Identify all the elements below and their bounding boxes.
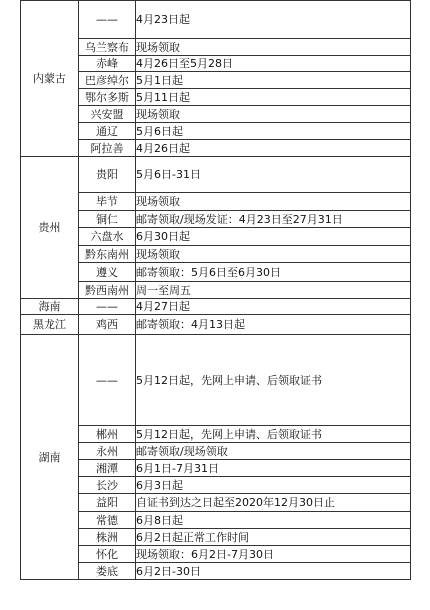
- detail-cell: 6月2日起正常工作时间: [136, 529, 411, 546]
- detail-cell: 现场领取: [136, 106, 411, 123]
- table-row: [21, 529, 411, 546]
- table-row: [21, 299, 411, 315]
- detail-cell: 邮寄领取：4月13日起: [136, 315, 411, 335]
- city-cell: 兴安盟: [79, 106, 136, 123]
- detail-cell: 6月2日-30日: [136, 563, 411, 580]
- detail-cell: 现场领取：6月2日-7月30日: [136, 546, 411, 563]
- city-cell: ——: [79, 299, 136, 315]
- table-row: [21, 263, 411, 282]
- table-row: [21, 563, 411, 580]
- detail-cell: 6月8日起: [136, 512, 411, 529]
- city-cell: 益阳: [79, 494, 136, 512]
- city-cell: 铜仁: [79, 211, 136, 228]
- table-row: [21, 494, 411, 512]
- detail-cell: 周一至周五: [136, 282, 411, 299]
- city-cell: 乌兰察布: [79, 39, 136, 56]
- city-cell: ——: [79, 1, 136, 39]
- table-row: [21, 443, 411, 460]
- table-row: [21, 512, 411, 529]
- page-bottom-margin: [0, 588, 430, 610]
- detail-cell: 5月6日-31日: [136, 157, 411, 193]
- province-cell: 湖南: [21, 335, 79, 580]
- table-row: [21, 335, 411, 426]
- detail-cell: 4月26日至5月28日: [136, 56, 411, 72]
- city-cell: 巴彦绰尔: [79, 72, 136, 89]
- city-cell: 黔西南州: [79, 282, 136, 299]
- city-cell: 毕节: [79, 193, 136, 211]
- table-row: [21, 106, 411, 123]
- table-row: [21, 56, 411, 72]
- city-cell: 湘潭: [79, 460, 136, 477]
- detail-cell: 6月3日起: [136, 477, 411, 494]
- table-row: [21, 315, 411, 335]
- city-cell: 鄂尔多斯: [79, 89, 136, 106]
- table-row: [21, 282, 411, 299]
- detail-cell: 现场领取: [136, 39, 411, 56]
- table-row: [21, 426, 411, 443]
- city-cell: 通辽: [79, 123, 136, 140]
- table-row: [21, 123, 411, 140]
- detail-cell: 6月30日起: [136, 228, 411, 246]
- table-row: [21, 140, 411, 157]
- table-row: [21, 39, 411, 56]
- table-row: [21, 89, 411, 106]
- city-cell: 常德: [79, 512, 136, 529]
- city-cell: 贵阳: [79, 157, 136, 193]
- table-row: [21, 546, 411, 563]
- city-cell: 六盘水: [79, 228, 136, 246]
- detail-cell: 5月11日起: [136, 89, 411, 106]
- city-cell: 黔东南州: [79, 246, 136, 263]
- detail-cell: 5月1日起: [136, 72, 411, 89]
- city-cell: 阿拉善: [79, 140, 136, 157]
- detail-cell: 邮寄领取：5月6日至6月30日: [136, 263, 411, 282]
- table-row: [21, 211, 411, 228]
- detail-cell: 现场领取: [136, 193, 411, 211]
- detail-cell: 5月12日起，先网上申请、后领取证书: [136, 335, 411, 426]
- certificate-collection-table: [20, 0, 411, 580]
- city-cell: 株洲: [79, 529, 136, 546]
- detail-cell: 邮寄领取/现场发证：4月23日至27月31日: [136, 211, 411, 228]
- province-cell: 黑龙江: [21, 315, 79, 335]
- city-cell: 娄底: [79, 563, 136, 580]
- table-row: [21, 157, 411, 193]
- province-cell: 贵州: [21, 157, 79, 299]
- detail-cell: 5月6日起: [136, 123, 411, 140]
- table-row: [21, 477, 411, 494]
- city-cell: 遵义: [79, 263, 136, 282]
- table-row: [21, 228, 411, 246]
- table-row: [21, 193, 411, 211]
- detail-cell: 4月23日起: [136, 1, 411, 39]
- detail-cell: 4月26日起: [136, 140, 411, 157]
- detail-cell: 6月1日-7月31日: [136, 460, 411, 477]
- detail-cell: 5月12日起，先网上申请、后领取证书: [136, 426, 411, 443]
- city-cell: ——: [79, 335, 136, 426]
- table-row: [21, 460, 411, 477]
- detail-cell: 现场领取: [136, 246, 411, 263]
- province-cell: 海南: [21, 299, 79, 315]
- detail-cell: 邮寄领取/现场领取: [136, 443, 411, 460]
- table-row: [21, 246, 411, 263]
- city-cell: 鸡西: [79, 315, 136, 335]
- table-row: [21, 1, 411, 39]
- detail-cell: 自证书到达之日起至2020年12月30日止: [136, 494, 411, 512]
- city-cell: 郴州: [79, 426, 136, 443]
- table-row: [21, 72, 411, 89]
- city-cell: 永州: [79, 443, 136, 460]
- detail-cell: 4月27日起: [136, 299, 411, 315]
- city-cell: 怀化: [79, 546, 136, 563]
- city-cell: 赤峰: [79, 56, 136, 72]
- city-cell: 长沙: [79, 477, 136, 494]
- province-cell: 内蒙古: [21, 1, 79, 157]
